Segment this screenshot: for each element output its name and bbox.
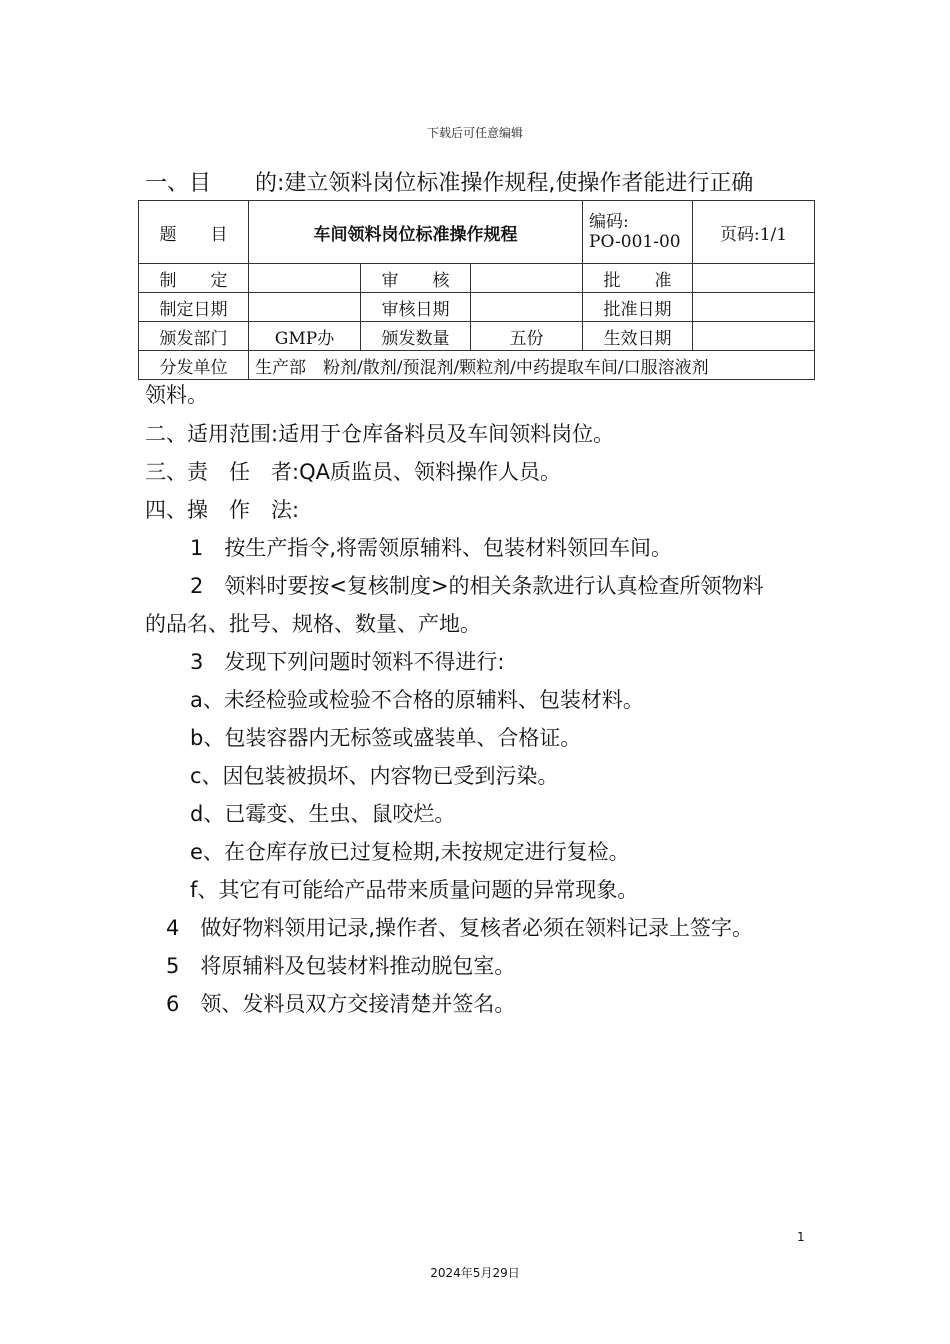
step-3: 3 发现下列问题时领料不得进行: <box>190 650 505 674</box>
step-2-continuation: 的品名、批号、规格、数量、产地。 <box>145 612 481 636</box>
page-cell: 页码:1/1 <box>693 201 815 264</box>
prepared-date-label: 制定日期 <box>139 293 249 322</box>
effective-date-label: 生效日期 <box>583 322 693 351</box>
issuing-dept-label: 颁发部门 <box>139 322 249 351</box>
table-row <box>139 264 815 293</box>
page-number: 1 <box>797 1230 805 1244</box>
approve-date-label: 批准日期 <box>583 293 693 322</box>
distribution-label: 分发单位 <box>139 351 249 380</box>
approve-date-value <box>693 293 815 322</box>
responsible-line: 三、责 任 者:QA质监员、领料操作人员。 <box>145 460 561 484</box>
procedure-heading: 四、操 作 法: <box>145 498 300 522</box>
prepared-date-value <box>249 293 361 322</box>
prepared-by-value <box>249 264 361 293</box>
code-cell <box>583 201 693 264</box>
issuing-dept-value: GMP办 <box>249 322 361 351</box>
document-header-table <box>138 200 815 380</box>
step-1: 1 按生产指令,将需领原辅料、包装材料领回车间。 <box>190 536 673 560</box>
code-value: PO-001-00 <box>589 232 681 252</box>
step-5: 5 将原辅料及包装材料推动脱包室。 <box>166 954 516 978</box>
item-c: c、因包装被损坏、内容物已受到污染。 <box>190 764 559 788</box>
approved-by-label: 批 准 <box>583 264 693 293</box>
issue-quantity-value: 五份 <box>471 322 583 351</box>
distribution-value: 生产部 粉剂/散剂/预混剂/颗粒剂/中药提取车间/口服溶液剂 <box>249 351 815 380</box>
table-row <box>139 201 815 264</box>
effective-date-value <box>693 322 815 351</box>
code-label: 编码: <box>589 212 629 232</box>
purpose-line: 一、目 的:建立领料岗位标准操作规程,使操作者能进行正确 <box>145 171 754 196</box>
step-2: 2 领料时要按<复核制度>的相关条款进行认真检查所领物料 <box>190 574 764 598</box>
item-a: a、未经检验或检验不合格的原辅料、包装材料。 <box>190 688 644 712</box>
item-e: e、在仓库存放已过复检期,未按规定进行复检。 <box>190 840 630 864</box>
table-row <box>139 293 815 322</box>
title-label-cell: 题 目 <box>139 201 249 264</box>
step-6: 6 领、发料员双方交接清楚并签名。 <box>166 992 516 1016</box>
table-row <box>139 322 815 351</box>
step-4: 4 做好物料领用记录,操作者、复核者必须在领料记录上签字。 <box>166 916 754 940</box>
issue-quantity-label: 颁发数量 <box>361 322 471 351</box>
reviewed-by-label: 审 核 <box>361 264 471 293</box>
scope-line: 二、适用范围:适用于仓库备料员及车间领料岗位。 <box>145 422 615 446</box>
purpose-continuation: 领料。 <box>145 383 208 407</box>
reviewed-by-value <box>471 264 583 293</box>
item-f: f、其它有可能给产品带来质量问题的异常现象。 <box>190 878 639 902</box>
review-date-value <box>471 293 583 322</box>
footer-date: 2024年5月29日 <box>430 1266 520 1280</box>
prepared-by-label: 制 定 <box>139 264 249 293</box>
item-b: b、包装容器内无标签或盛装单、合格证。 <box>190 726 582 750</box>
item-d: d、已霉变、生虫、鼠咬烂。 <box>190 802 456 826</box>
header-note: 下载后可任意编辑 <box>426 126 523 140</box>
document-title: 车间领料岗位标准操作规程 <box>249 201 583 264</box>
review-date-label: 审核日期 <box>361 293 471 322</box>
table-row <box>139 351 815 380</box>
approved-by-value <box>693 264 815 293</box>
